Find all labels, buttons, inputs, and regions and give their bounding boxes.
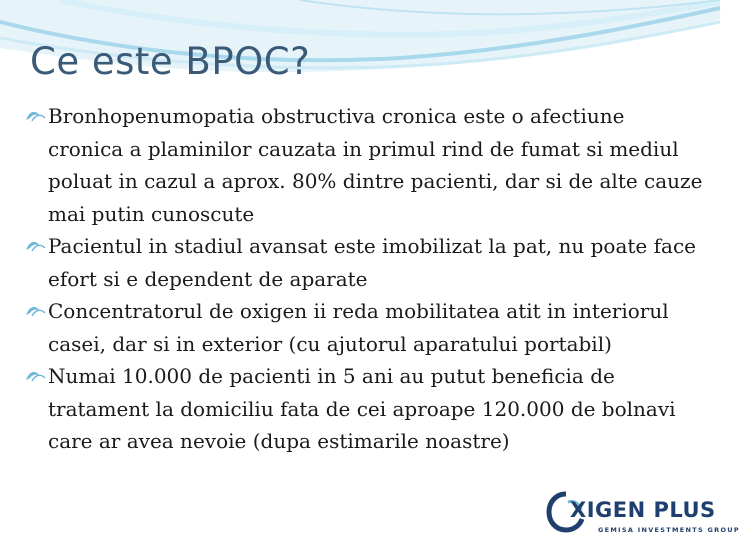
bullet-item xyxy=(24,295,704,360)
logo-name: XIGEN PLUS xyxy=(570,498,716,522)
flourish-bullet-icon xyxy=(24,238,48,254)
bullet-text: Pacientul in stadiul avansat este imobilizat la pat, nu poate face efort si e dependent de aparate xyxy=(48,234,696,291)
bullet-text: Numai 10.000 de pacienti in 5 ani au putut beneficia de tratament la domiciliu fata de cei aproape 120.000 de bolnavi care ar avea nevoie (dupa estimarile noastre) xyxy=(48,364,676,453)
bullet-list xyxy=(24,100,704,458)
bullet-text: Concentratorul de oxigen ii reda mobilitatea atit in interiorul casei, dar si in exterior (cu ajutorul aparatului portabil) xyxy=(48,299,669,356)
bullet-text: Bronhopenumopatia obstructiva cronica este o afectiune cronica a plaminilor cauzata in primul rind de fumat si mediul poluat in cazul a aprox. 80% dintre pacienti, dar si de alte cauze mai putin cunoscute xyxy=(48,104,703,226)
bullet-item xyxy=(24,360,704,458)
flourish-bullet-icon xyxy=(24,108,48,124)
bullet-item xyxy=(24,230,704,295)
slide-title: Ce este BPOC? xyxy=(30,40,311,83)
logo-tagline: GEMISA INVESTMENTS GROUP xyxy=(598,526,740,534)
flourish-bullet-icon xyxy=(24,368,48,384)
flourish-bullet-icon xyxy=(24,303,48,319)
bullet-item xyxy=(24,100,704,230)
company-logo xyxy=(546,488,740,540)
